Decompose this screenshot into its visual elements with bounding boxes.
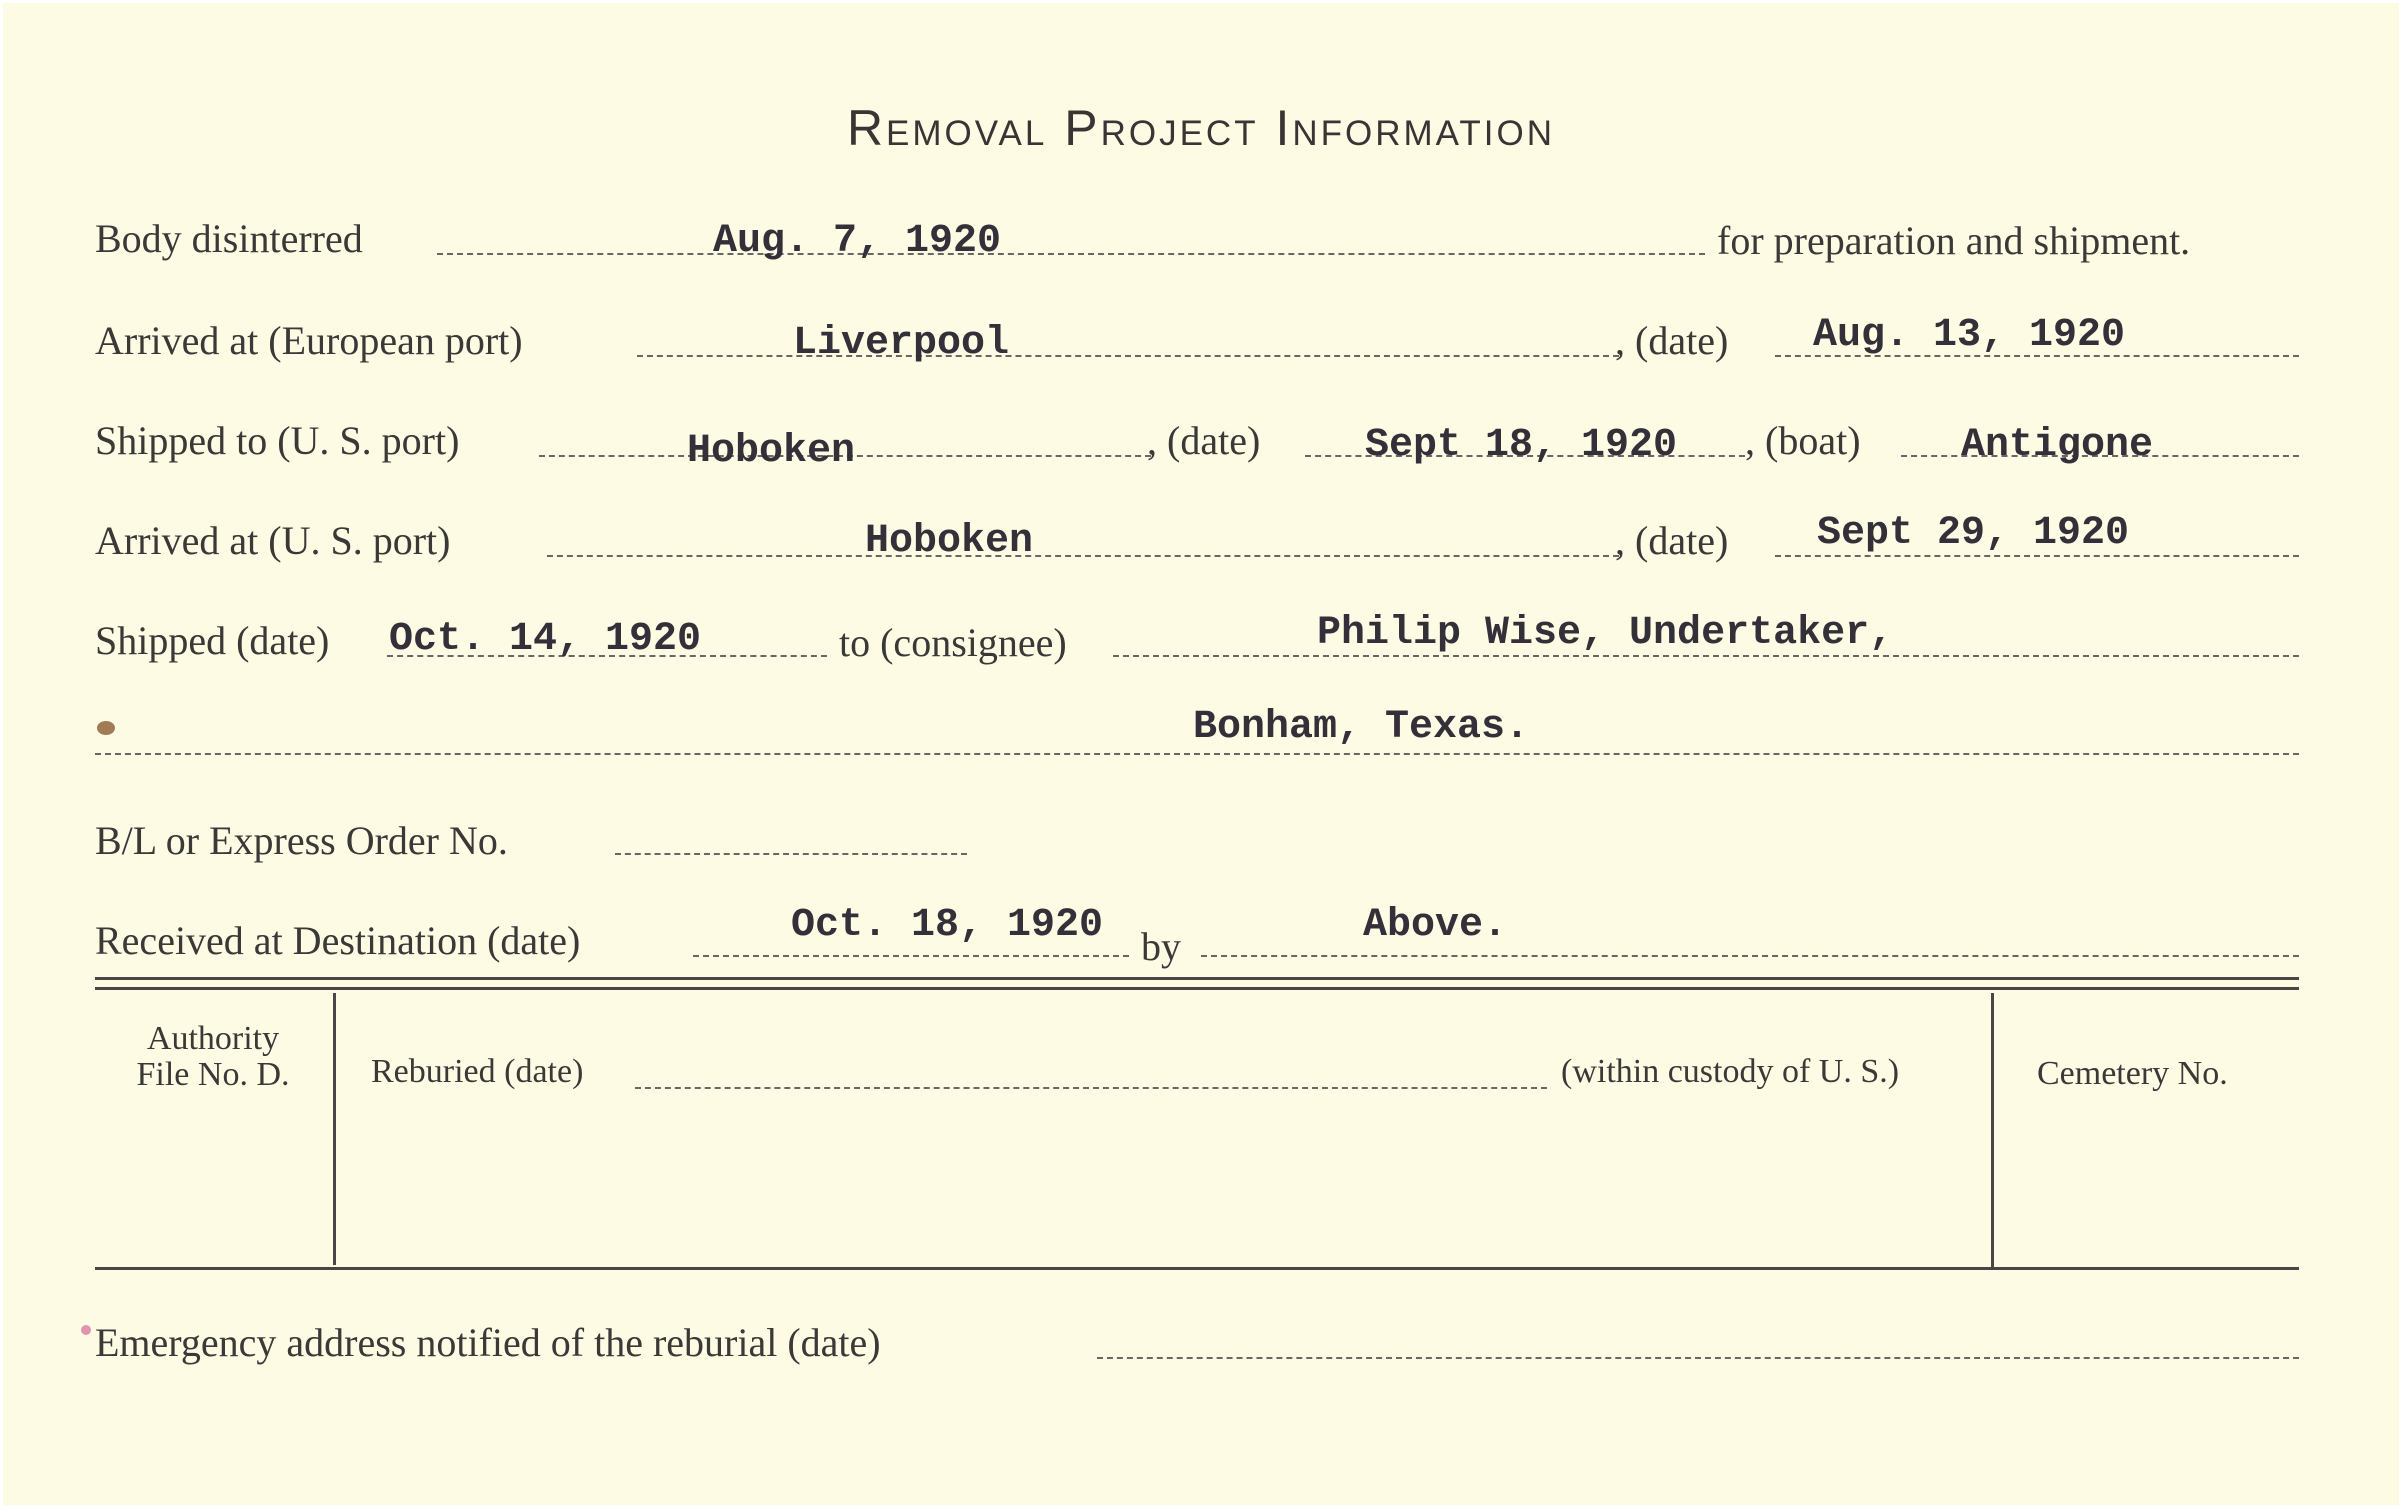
authority-label-line2: File No. D. — [136, 1056, 290, 1093]
arrived-us-date: Sept 29, 1920 — [1817, 511, 2130, 556]
received-date-line — [693, 955, 1129, 957]
consignee-name: Philip Wise, Undertaker, — [1317, 611, 1894, 656]
shipped-us-boat-label: , (boat) — [1745, 418, 1861, 463]
ink-stain — [81, 1325, 91, 1335]
arrived-europe-port-line — [637, 355, 1619, 357]
emergency-line — [1097, 1357, 2299, 1359]
shipped-us-boat: Antigone — [1961, 423, 2154, 468]
arrived-europe-label: Arrived at (European port) — [95, 318, 523, 363]
ink-mark — [97, 721, 115, 735]
disinterred-suffix: for preparation and shipment. — [1717, 218, 2191, 263]
shipped-date-label: Shipped (date) — [95, 618, 330, 663]
consignee-label: to (consignee) — [839, 620, 1067, 665]
disinterred-line — [437, 253, 1705, 255]
box-bottom-rule — [95, 1267, 2299, 1270]
removal-project-card — [3, 3, 2399, 1505]
consignee-address: Bonham, Texas. — [1193, 705, 1530, 750]
authority-label-line1: Authority — [146, 1020, 280, 1057]
disinterred-label: Body disinterred — [95, 216, 363, 261]
shipped-us-port: Hoboken — [687, 429, 856, 474]
received-label: Received at Destination (date) — [95, 918, 581, 963]
arrived-europe-date-label: , (date) — [1615, 318, 1729, 363]
arrived-europe-date: Aug. 13, 1920 — [1813, 313, 2126, 358]
disinterred-date: Aug. 7, 1920 — [713, 219, 1002, 264]
shipped-us-label: Shipped to (U. S. port) — [95, 418, 460, 463]
received-by: Above. — [1363, 903, 1508, 948]
arrived-us-label: Arrived at (U. S. port) — [95, 518, 451, 563]
received-by-label: by — [1141, 924, 1181, 969]
emergency-label: Emergency address notified of the reburial (date) — [95, 1320, 881, 1365]
received-date: Oct. 18, 1920 — [791, 903, 1104, 948]
bl-line — [615, 853, 967, 855]
consignee-line-2 — [95, 753, 2299, 755]
shipped-us-date: Sept 18, 1920 — [1365, 423, 1678, 468]
custody-label: (within custody of U. S.) — [1561, 1053, 1900, 1090]
shipped-date: Oct. 14, 1920 — [389, 617, 702, 662]
form-title: Removal Project Information — [846, 100, 1556, 156]
box-top-rule-2 — [95, 987, 2299, 990]
authority-label — [103, 1021, 323, 1093]
box-top-rule — [95, 977, 2299, 980]
cemetery-label: Cemetery No. — [2037, 1055, 2228, 1092]
box-divider-left — [333, 993, 336, 1265]
arrived-europe-port: Liverpool — [793, 321, 1010, 366]
arrived-us-date-label: , (date) — [1615, 518, 1729, 563]
arrived-us-port-line — [547, 555, 1619, 557]
arrived-us-port: Hoboken — [865, 519, 1034, 564]
shipped-us-date-label: , (date) — [1147, 418, 1261, 463]
reburied-label: Reburied (date) — [371, 1053, 584, 1090]
received-by-line — [1201, 955, 2299, 957]
reburied-line — [635, 1087, 1547, 1089]
box-divider-right — [1991, 993, 1994, 1269]
bl-label: B/L or Express Order No. — [95, 818, 508, 863]
